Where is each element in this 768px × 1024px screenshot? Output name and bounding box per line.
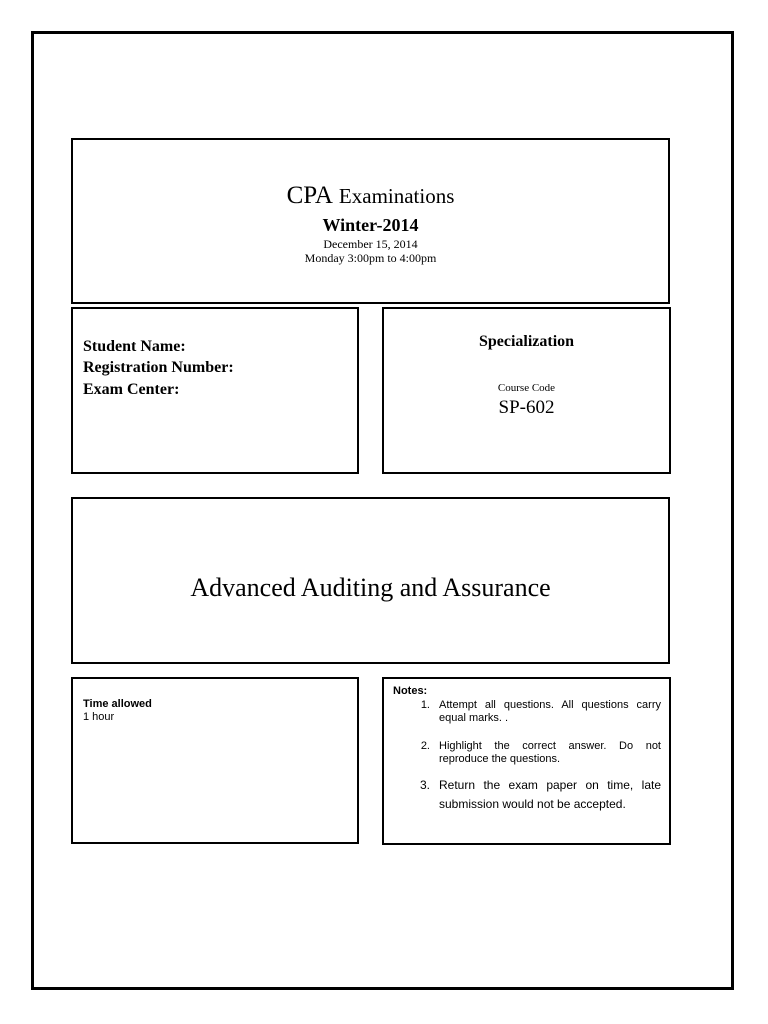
note-number: 1.: [420, 699, 430, 711]
course-code: SP-602: [498, 397, 555, 418]
course-code-label: Course Code: [497, 382, 556, 394]
time-allowed-label: Time allowed: [83, 698, 152, 710]
exam-date: December 15, 2014: [323, 237, 418, 251]
student-info-box: [71, 307, 359, 474]
time-allowed-box: [71, 677, 359, 844]
note-text: Return the exam paper on time, late submission would not be accepted.: [439, 778, 661, 811]
exam-header: [71, 138, 670, 304]
exam-title-rest: Examinations: [338, 184, 455, 208]
note-text: Highlight the correct answer. Do not reproduce the questions.: [439, 740, 661, 765]
registration-number-label: Registration Number:: [83, 359, 234, 376]
subject-box: [71, 497, 670, 664]
note-number: 2.: [420, 740, 430, 752]
specialization-box: [382, 307, 671, 474]
subject-title: Advanced Auditing and Assurance: [190, 573, 551, 602]
notes-box: [382, 677, 671, 845]
exam-time: Monday 3:00pm to 4:00pm: [304, 251, 437, 265]
student-name-label: Student Name:: [83, 338, 186, 355]
exam-center-label: Exam Center:: [83, 381, 180, 398]
exam-title: [73, 182, 668, 210]
exam-title-initials: CPA: [286, 182, 333, 209]
note-number: 3.: [419, 778, 430, 792]
exam-session: Winter-2014: [322, 215, 419, 235]
note-text: Attempt all questions. All questions carry equal marks. .: [439, 699, 661, 724]
notes-label: Notes:: [393, 685, 428, 697]
specialization-title: Specialization: [478, 333, 575, 350]
time-allowed-value: 1 hour: [83, 711, 115, 723]
